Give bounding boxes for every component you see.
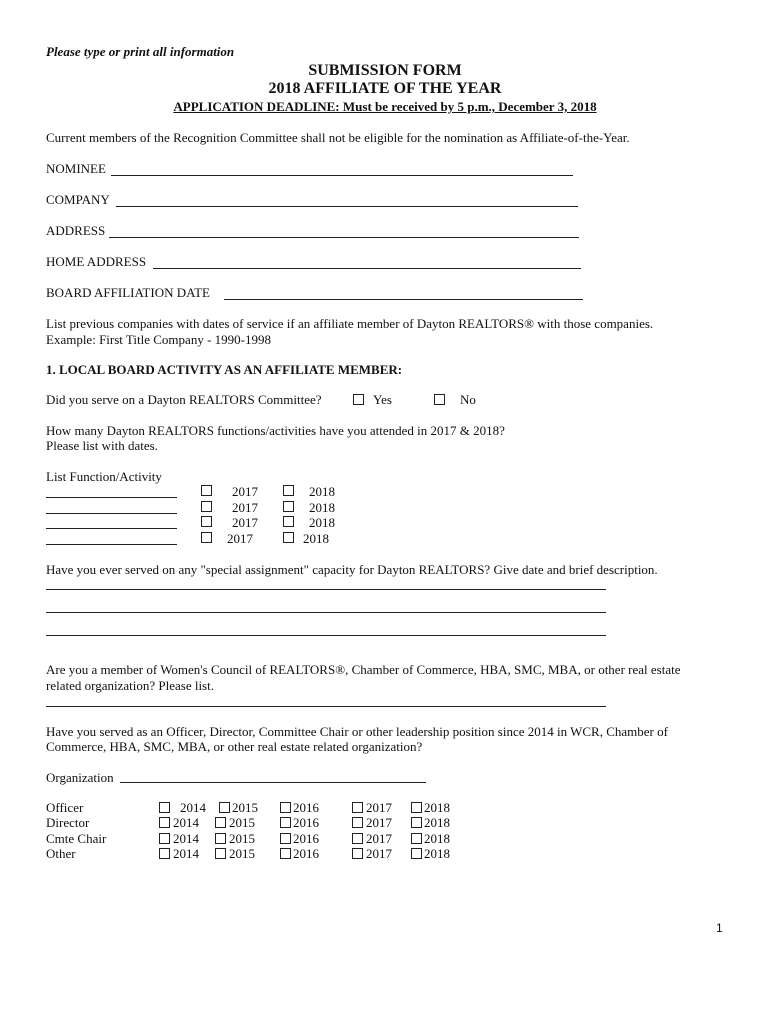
director-2018-checkbox[interactable] (411, 817, 422, 828)
officer-2017-checkbox[interactable] (352, 802, 363, 813)
other-2018-label: 2018 (424, 846, 450, 861)
home-address-field[interactable] (153, 268, 581, 269)
other-2016-label: 2016 (293, 846, 319, 861)
role-officer-label: Officer (46, 800, 84, 815)
other-2015-label: 2015 (229, 846, 255, 861)
committee-no-label: No (460, 392, 476, 407)
activity-1-2017-checkbox[interactable] (201, 485, 212, 496)
membership-field[interactable] (46, 706, 606, 707)
activity-1-2018-checkbox[interactable] (283, 485, 294, 496)
address-field[interactable] (109, 237, 579, 238)
organization-label: Organization (46, 770, 114, 785)
activity-field-3[interactable] (46, 528, 177, 529)
leadership-question-line-1: Have you served as an Officer, Director, Committee Chair or other leadership position since 2014 in WCR, Chamber of (46, 724, 668, 739)
cmte-chair-2017-checkbox[interactable] (352, 833, 363, 844)
director-2014-label: 2014 (173, 815, 199, 830)
leadership-question-line-2: Commerce, HBA, SMC, MBA, or other real estate related organization? (46, 739, 423, 754)
activity-2-2018-label: 2018 (309, 500, 335, 515)
cmte-chair-2014-checkbox[interactable] (159, 833, 170, 844)
company-field[interactable] (116, 206, 578, 207)
officer-2015-label: 2015 (232, 800, 258, 815)
activity-field-2[interactable] (46, 513, 177, 514)
previous-companies-instruction: List previous companies with dates of service if an affiliate member of Dayton REALTORS® with those companies. (46, 316, 654, 331)
role-director-label: Director (46, 815, 90, 830)
role-cmte-chair-label: Cmte Chair (46, 831, 107, 846)
form-instruction: Please type or print all information (46, 44, 235, 59)
home-address-label: HOME ADDRESS (46, 254, 147, 269)
company-label: COMPANY (46, 192, 110, 207)
cmte-chair-2015-label: 2015 (229, 831, 255, 846)
cmte-chair-2016-label: 2016 (293, 831, 319, 846)
activity-2-2017-checkbox[interactable] (201, 501, 212, 512)
form-title: SUBMISSION FORM (308, 62, 462, 79)
role-other-label: Other (46, 846, 76, 861)
membership-question-line-1: Are you a member of Women's Council of REALTORS®, Chamber of Commerce, HBA, SMC, MBA, or other real estate (46, 662, 681, 677)
other-2018-checkbox[interactable] (411, 848, 422, 859)
director-2014-checkbox[interactable] (159, 817, 170, 828)
special-assignment-field-2[interactable] (46, 612, 606, 613)
activity-3-2018-label: 2018 (309, 515, 335, 530)
officer-2014-label: 2014 (180, 800, 206, 815)
activity-3-2018-checkbox[interactable] (283, 516, 294, 527)
previous-companies-example: Example: First Title Company - 1990-1998 (46, 332, 271, 347)
cmte-chair-2015-checkbox[interactable] (215, 833, 226, 844)
nominee-field[interactable] (111, 175, 573, 176)
activity-4-2018-checkbox[interactable] (283, 532, 294, 543)
special-assignment-question: Have you ever served on any "special assignment" capacity for Dayton REALTORS? Give date and brief description. (46, 562, 658, 577)
director-2015-checkbox[interactable] (215, 817, 226, 828)
cmte-chair-2014-label: 2014 (173, 831, 199, 846)
officer-2015-checkbox[interactable] (219, 802, 230, 813)
officer-2016-checkbox[interactable] (280, 802, 291, 813)
activity-1-2017-label: 2017 (232, 484, 258, 499)
officer-2014-checkbox[interactable] (159, 802, 170, 813)
functions-question: How many Dayton REALTORS functions/activities have you attended in 2017 & 2018? (46, 423, 505, 438)
committee-question: Did you serve on a Dayton REALTORS Committee? (46, 392, 322, 407)
committee-no-checkbox[interactable] (434, 394, 445, 405)
officer-2018-label: 2018 (424, 800, 450, 815)
officer-2016-label: 2016 (293, 800, 319, 815)
activity-1-2018-label: 2018 (309, 484, 335, 499)
director-2017-checkbox[interactable] (352, 817, 363, 828)
list-function-label: List Function/Activity (46, 469, 162, 484)
activity-4-2017-checkbox[interactable] (201, 532, 212, 543)
officer-2017-label: 2017 (366, 800, 392, 815)
cmte-chair-2017-label: 2017 (366, 831, 392, 846)
committee-yes-label: Yes (373, 392, 392, 407)
director-2016-label: 2016 (293, 815, 319, 830)
activity-2-2018-checkbox[interactable] (283, 501, 294, 512)
cmte-chair-2018-checkbox[interactable] (411, 833, 422, 844)
board-affiliation-date-label: BOARD AFFILIATION DATE (46, 285, 210, 300)
other-2015-checkbox[interactable] (215, 848, 226, 859)
other-2014-label: 2014 (173, 846, 199, 861)
board-affiliation-date-field[interactable] (224, 299, 583, 300)
other-2017-checkbox[interactable] (352, 848, 363, 859)
cmte-chair-2016-checkbox[interactable] (280, 833, 291, 844)
membership-question-line-2: related organization? Please list. (46, 678, 214, 693)
director-2015-label: 2015 (229, 815, 255, 830)
form-subtitle: 2018 AFFILIATE OF THE YEAR (268, 80, 502, 97)
director-2018-label: 2018 (424, 815, 450, 830)
other-2014-checkbox[interactable] (159, 848, 170, 859)
eligibility-note: Current members of the Recognition Committee shall not be eligible for the nomination as Affiliate-of-the-Year. (46, 130, 630, 145)
activity-3-2017-checkbox[interactable] (201, 516, 212, 527)
committee-yes-checkbox[interactable] (353, 394, 364, 405)
director-2017-label: 2017 (366, 815, 392, 830)
address-label: ADDRESS (46, 223, 106, 238)
activity-4-2018-label: 2018 (303, 531, 329, 546)
activity-3-2017-label: 2017 (232, 515, 258, 530)
section-heading: 1. LOCAL BOARD ACTIVITY AS AN AFFILIATE MEMBER: (46, 362, 403, 377)
special-assignment-field-3[interactable] (46, 635, 606, 636)
cmte-chair-2018-label: 2018 (424, 831, 450, 846)
activity-4-2017-label: 2017 (227, 531, 253, 546)
other-2017-label: 2017 (366, 846, 392, 861)
special-assignment-field-1[interactable] (46, 589, 606, 590)
activity-2-2017-label: 2017 (232, 500, 258, 515)
activity-field-4[interactable] (46, 544, 177, 545)
officer-2018-checkbox[interactable] (411, 802, 422, 813)
application-deadline: APPLICATION DEADLINE: Must be received by 5 p.m., December 3, 2018 (173, 99, 597, 114)
page-number: 1 (716, 921, 723, 935)
functions-instruction: Please list with dates. (46, 438, 158, 453)
other-2016-checkbox[interactable] (280, 848, 291, 859)
nominee-label: NOMINEE (46, 161, 106, 176)
activity-field-1[interactable] (46, 497, 177, 498)
organization-field[interactable] (120, 782, 426, 783)
director-2016-checkbox[interactable] (280, 817, 291, 828)
